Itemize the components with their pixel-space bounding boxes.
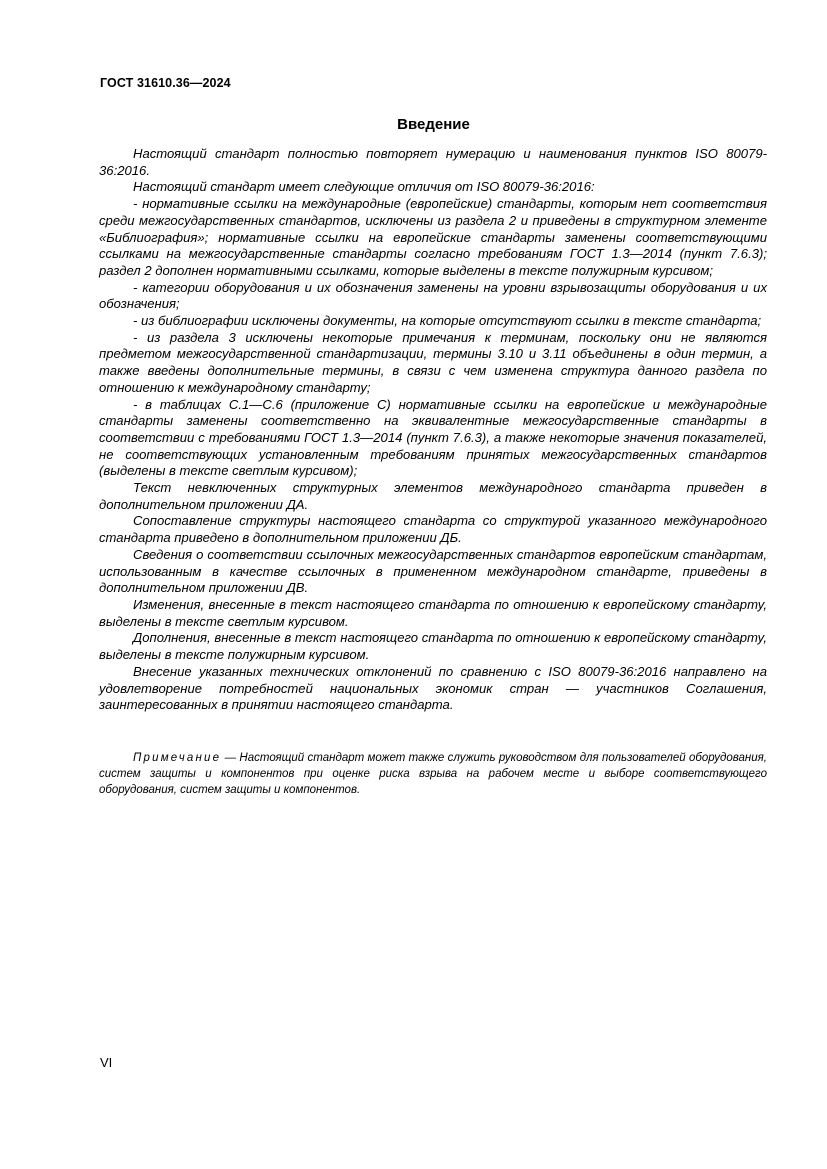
list-item: - категории оборудования и их обозначения заменены на уровни взрывозащиты оборудования и их обозначения; xyxy=(99,279,767,312)
paragraph: Сведения о соответствии ссылочных межгосударственных стандартов европейским стандартам, использованным в качестве ссылочных в примененном международном стандарте, приведены в дополнительном приложении ДВ. xyxy=(99,546,767,596)
list-item: - в таблицах С.1—С.6 (приложение С) нормативные ссылки на европейские и международные стандарты заменены соответственно на эквивалентные межгосударственные стандарты в соответствии с требованиями ГОСТ 1.3—2014 (пункт 7.6.3), а также некоторые значения показателей, не соответствующих установленным требованиям принятых межгосударственных стандартов (выделены в тексте светлым курсивом); xyxy=(99,396,767,479)
list-item: - нормативные ссылки на международные (европейские) стандарты, которым нет соответствия среди межгосударственных стандартов, исключены из раздела 2 и приведены в структурном элементе «Библиография»; нормативные ссылки на европейские стандарты заменены соответствующими ссылками на межгосударственные стандарты согласно требованиям ГОСТ 1.3—2014 (пункт 7.6.3); раздел 2 дополнен нормативными ссылками, которые выделены в тексте полужирным курсивом; xyxy=(99,196,767,278)
paragraph: Дополнения, внесенные в текст настоящего стандарта по отношению к европейскому стандарту, выделены в тексте полужирным курсивом. xyxy=(99,630,767,663)
introduction-body xyxy=(99,146,767,714)
paragraph: Изменения, внесенные в текст настоящего стандарта по отношению к европейскому стандарту, выделены в тексте светлым курсивом. xyxy=(99,596,767,629)
note-label: Примечание xyxy=(133,752,222,764)
section-title: Введение xyxy=(397,116,470,133)
page-number: VI xyxy=(100,1055,113,1070)
note-block xyxy=(99,750,767,799)
paragraph: Внесение указанных технических отклонений по сравнению с ISO 80079-36:2016 направлено на удовлетворение потребностей национальных экономик стран — участников Соглашения, заинтересованных в принятии настоящего стандарта. xyxy=(99,663,767,713)
paragraph: Сопоставление структуры настоящего стандарта со структурой указанного международного стандарта приведено в дополнительном приложении ДБ. xyxy=(99,513,767,546)
note-text: — Настоящий стандарт может также служить руководством для пользователей оборудования, систем защиты и компонентов при оценке риска взрыва на рабочем месте и выборе соответствующего оборудования, систем защиты и компонентов. xyxy=(99,752,767,797)
paragraph: Настоящий стандарт полностью повторяет нумерацию и наименования пунктов ISO 80079-36:2016. xyxy=(99,146,767,178)
document-header: ГОСТ 31610.36—2024 xyxy=(100,76,231,90)
paragraph: Настоящий стандарт имеет следующие отличия от ISO 80079-36:2016: xyxy=(133,179,595,195)
list-item: - из библиографии исключены документы, на которые отсутствуют ссылки в тексте стандарта; xyxy=(133,313,762,329)
list-item: - из раздела 3 исключены некоторые примечания к терминам, поскольку они не являются предметом межгосударственной стандартизации, термины 3.10 и 3.11 объединены в один термин, а также введены дополнительные термины, в связи с чем изменена структура данного раздела по отношению к международному стандарту; xyxy=(99,329,767,395)
paragraph: Текст невключенных структурных элементов международного стандарта приведен в дополнительном приложении ДА. xyxy=(99,480,767,512)
